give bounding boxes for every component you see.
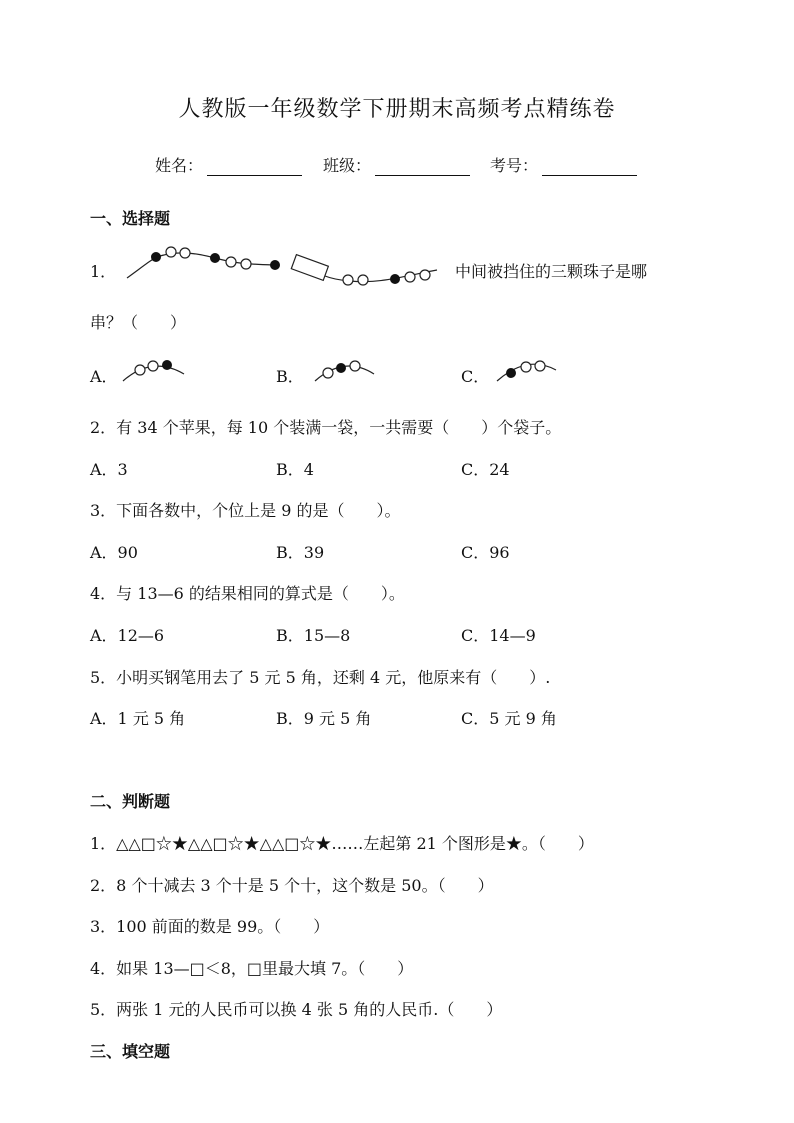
q1-option-b-beads: [312, 356, 382, 384]
question-2-text: 2．有 34 个苹果，每 10 个装满一袋，一共需要（ ）个袋子。: [90, 418, 562, 437]
question-1-text-continued: 串？（ ）: [90, 313, 187, 332]
class-label: 班级：: [323, 156, 372, 175]
page-title: 人教版一年级数学下册期末高频考点精练卷: [178, 97, 616, 122]
class-field[interactable]: [323, 153, 470, 176]
name-field[interactable]: [155, 153, 302, 176]
question-1-text: 中间被挡住的三颗珠子是哪: [455, 262, 648, 281]
name-label: 姓名：: [155, 156, 204, 175]
question-1-number: 1．: [90, 262, 117, 281]
tf-item-5: 5．两张 1 元的人民币可以换 4 张 5 角的人民币.（ ）: [90, 1000, 503, 1019]
question-3-text: 3．下面各数中，个位上是 9 的是（ ）。: [90, 501, 401, 520]
q1-option-b[interactable]: B．: [276, 367, 304, 386]
q2-option-b[interactable]: B．4: [276, 460, 314, 479]
bead-string-illustration: [125, 240, 445, 290]
section-heading-choice: 一、选择题: [90, 209, 171, 228]
q5-option-b[interactable]: B．9 元 5 角: [276, 709, 372, 728]
q2-option-a[interactable]: A．3: [90, 460, 128, 479]
q4-option-a[interactable]: A．12—6: [90, 626, 165, 645]
section-heading-true-false: 二、判断题: [90, 792, 171, 811]
tf-item-1: 1．△△□☆★△△□☆★△△□☆★……左起第 21 个图形是★。（ ）: [90, 834, 594, 853]
exam-no-blank[interactable]: [542, 157, 637, 176]
q2-option-c[interactable]: C．24: [461, 460, 510, 479]
q1-option-c[interactable]: C．: [461, 367, 490, 386]
q3-option-b[interactable]: B．39: [276, 543, 325, 562]
tf-item-2: 2．8 个十减去 3 个十是 5 个十，这个数是 50。（ ）: [90, 876, 494, 895]
exam-no-field[interactable]: [490, 153, 637, 176]
name-blank[interactable]: [207, 157, 302, 176]
tf-item-4: 4．如果 13—□＜8，□里最大填 7。（ ）: [90, 959, 414, 978]
q5-option-a[interactable]: A．1 元 5 角: [90, 709, 186, 728]
tf-item-3: 3．100 前面的数是 99。（ ）: [90, 917, 330, 936]
q5-option-c[interactable]: C．5 元 9 角: [461, 709, 557, 728]
q1-option-a[interactable]: A．: [90, 367, 118, 386]
q1-option-c-beads: [494, 356, 564, 384]
q3-option-a[interactable]: A．90: [90, 543, 138, 562]
question-5-text: 5．小明买钢笔用去了 5 元 5 角，还剩 4 元，他原来有（ ）.: [90, 668, 551, 687]
q4-option-b[interactable]: B．15—8: [276, 626, 351, 645]
class-blank[interactable]: [375, 157, 470, 176]
section-heading-fill-blank: 三、填空题: [90, 1042, 171, 1061]
q1-option-a-beads: [120, 356, 190, 384]
exam-no-label: 考号：: [490, 156, 539, 175]
question-4-text: 4．与 13—6 的结果相同的算式是（ ）。: [90, 584, 405, 603]
q4-option-c[interactable]: C．14—9: [461, 626, 536, 645]
q3-option-c[interactable]: C．96: [461, 543, 510, 562]
